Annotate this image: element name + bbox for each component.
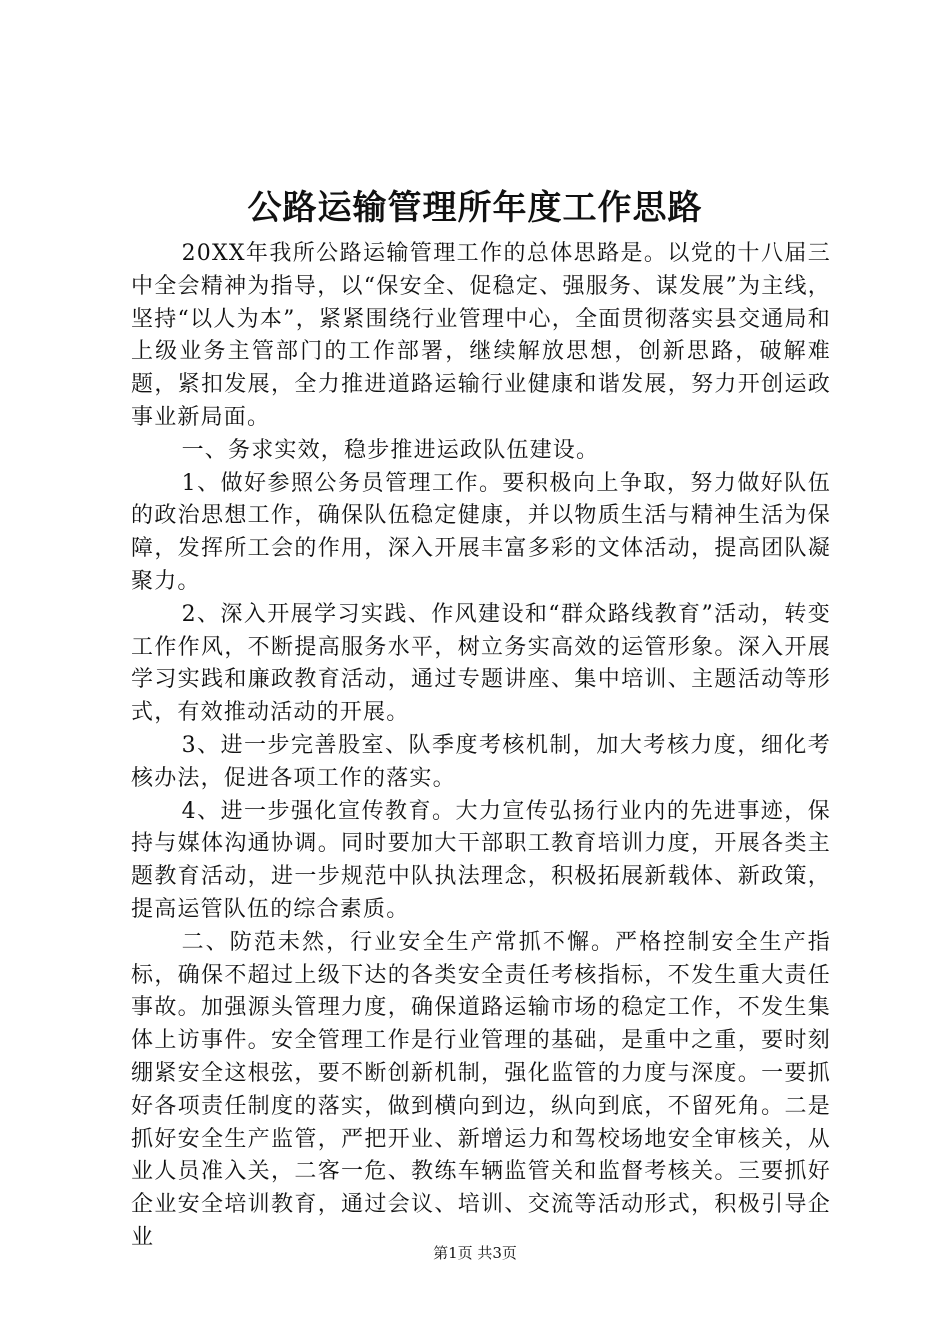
paragraph-intro: 20XX年我所公路运输管理工作的总体思路是。以党的十八届三中全会精神为指导，以“保安全、促稳定、强服务、谋发展”为主线，坚持“以人为本”，紧紧围绕行业管理中心，全面贯彻落实县交通局和上级业务主管部门的工作部署，继续解放思想，创新思路，破解难题，紧扣发展，全力推进道路运输行业健康和谐发展，努力开创运政事业新局面。 — [131, 241, 831, 430]
section-heading-2-paragraph: 二、防范未然，行业安全生产常抓不懈。严格控制安全生产指标，确保不超过上级下达的各类安全责任考核指标，不发生重大责任事故。加强源头管理力度，确保道路运输市场的稳定工作，不发生集体上访事件。安全管理工作是行业管理的基础，是重中之重，要时刻绷紧安全这根弦，要不断创新机制，强化监管的力度与深度。一要抓好各项责任制度的落实，做到横向到边，纵向到底，不留死角。二是抓好安全生产监管，严把开业、新增运力和驾校场地安全审核关，从业人员准入关，二客一危、教练车辆监管关和监督考核关。三要抓好企业安全培训教育，通过会议、培训、交流等活动形式，积极引导企业 — [131, 929, 831, 1250]
paragraph-item-4: 4、进一步强化宣传教育。大力宣传弘扬行业内的先进事迹，保持与媒体沟通协调。同时要加大干部职工教育培训力度，开展各类主题教育活动，进一步规范中队执法理念，积极拓展新载体、新政策，提高运管队伍的综合素质。 — [131, 798, 831, 922]
document-title: 公路运输管理所年度工作思路 — [247, 188, 703, 228]
paragraph-item-1: 1、做好参照公务员管理工作。要积极向上争取，努力做好队伍的政治思想工作，确保队伍稳定健康，并以物质生活与精神生活为保障，发挥所工会的作用，深入开展丰富多彩的文体活动，提高团队凝聚力。 — [131, 470, 831, 594]
paragraph-item-2: 2、深入开展学习实践、作风建设和“群众路线教育”活动，转变工作作风，不断提高服务水平，树立务实高效的运管形象。深入开展学习实践和廉政教育活动，通过专题讲座、集中培训、主题活动等形式，有效推动活动的开展。 — [131, 601, 831, 726]
document-body — [131, 238, 831, 1255]
paragraph-item-3: 3、进一步完善股室、队季度考核机制，加大考核力度，细化考核办法，促进各项工作的落实。 — [131, 732, 831, 791]
section-heading-1: 一、务求实效，稳步推进运政队伍建设。 — [181, 437, 600, 463]
page-footer: 第1页 共3页 — [433, 1244, 517, 1262]
